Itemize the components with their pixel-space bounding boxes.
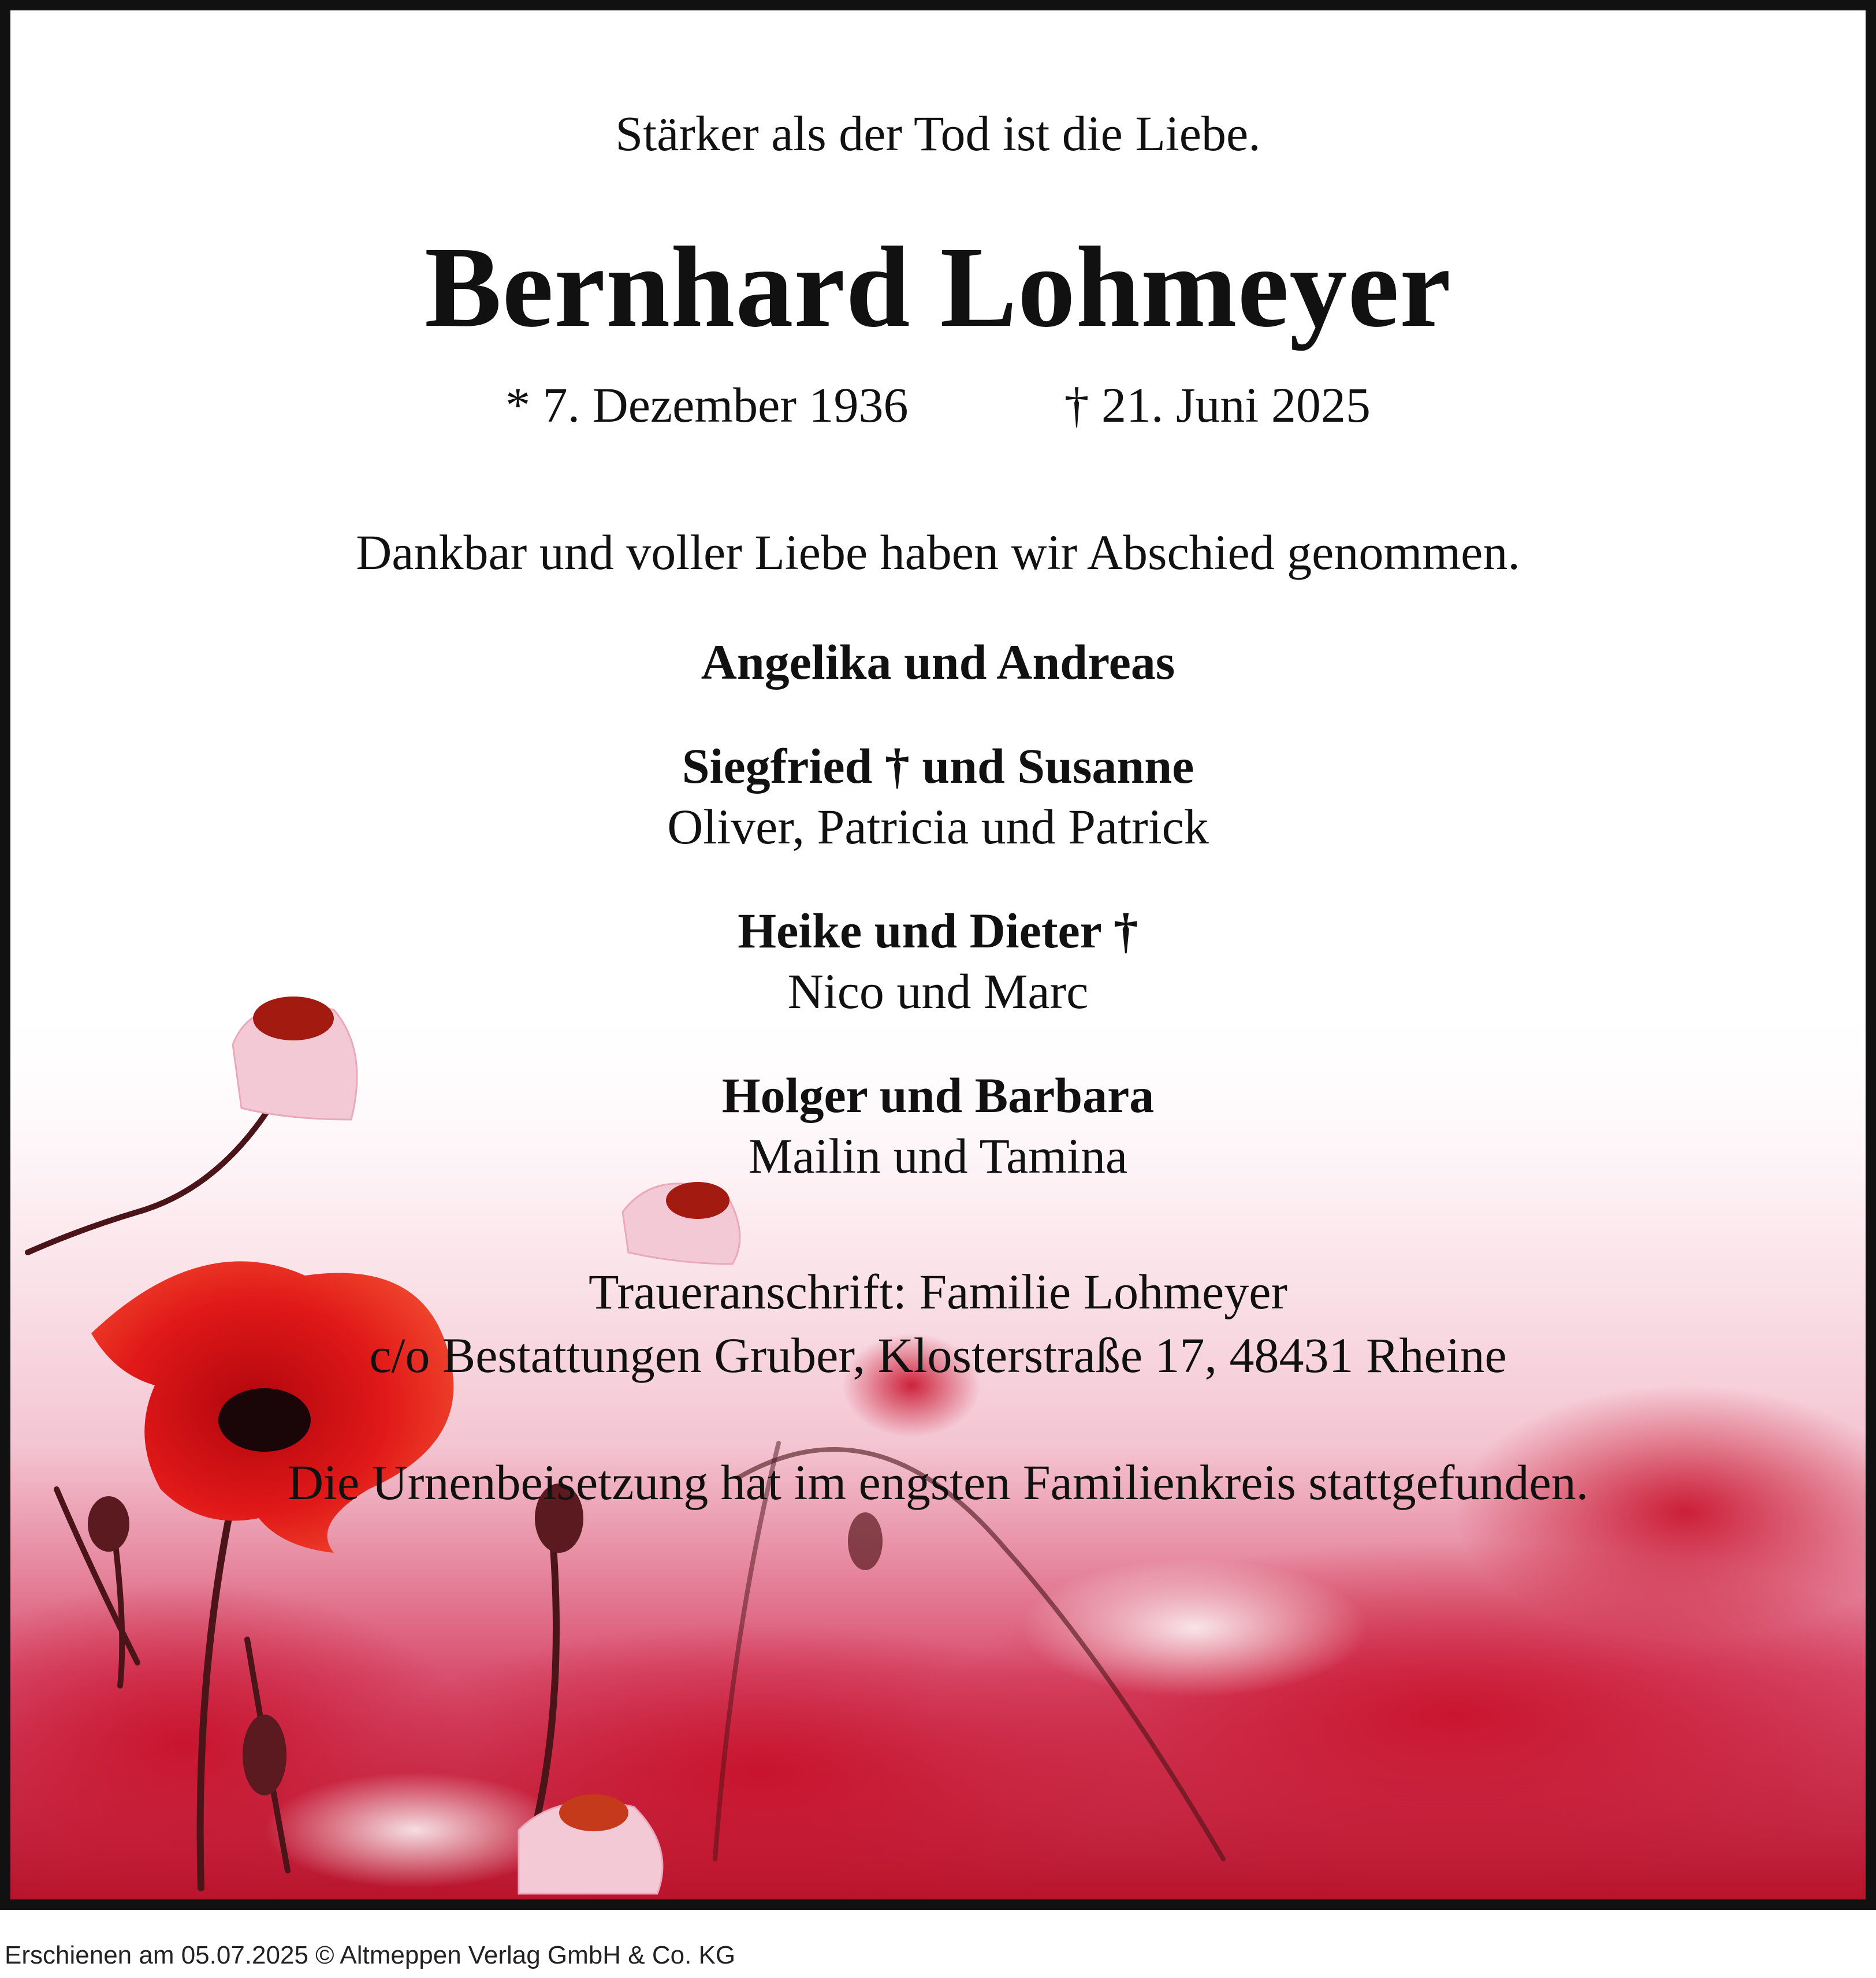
death-date: † 21. Juni 2025 — [1064, 377, 1371, 433]
mourning-address-line1: Traueranschrift: Familie Lohmeyer — [588, 1264, 1288, 1319]
family-head-2: Siegfried † und Susanne — [682, 738, 1194, 794]
mourning-address-line2: c/o Bestattungen Gruber, Klosterstraße 17, 48431 Rheine — [369, 1328, 1507, 1383]
birth-date: * 7. Dezember 1936 — [505, 377, 909, 433]
family-head-3: Heike und Dieter † — [738, 903, 1138, 958]
obituary-text — [10, 10, 1866, 1899]
deceased-name: Bernhard Lohmeyer — [425, 224, 1451, 351]
motto: Stärker als der Tod ist die Liebe. — [615, 106, 1261, 161]
burial-note: Die Urnenbeisetzung hat im engsten Familienkreis stattgefunden. — [287, 1455, 1589, 1510]
life-dates — [10, 377, 1866, 433]
family-head-4: Holger und Barbara — [721, 1068, 1155, 1123]
family-children-2: Oliver, Patricia und Patrick — [667, 799, 1209, 854]
family-head-1: Angelika und Andreas — [701, 634, 1175, 690]
thanks-text: Dankbar und voller Liebe haben wir Abschied genommen. — [356, 525, 1520, 580]
family-children-3: Nico und Marc — [787, 964, 1089, 1019]
family-children-4: Mailin und Tamina — [748, 1128, 1128, 1184]
publication-footer: Erschienen am 05.07.2025 © Altmeppen Verlag GmbH & Co. KG — [5, 1941, 736, 1969]
